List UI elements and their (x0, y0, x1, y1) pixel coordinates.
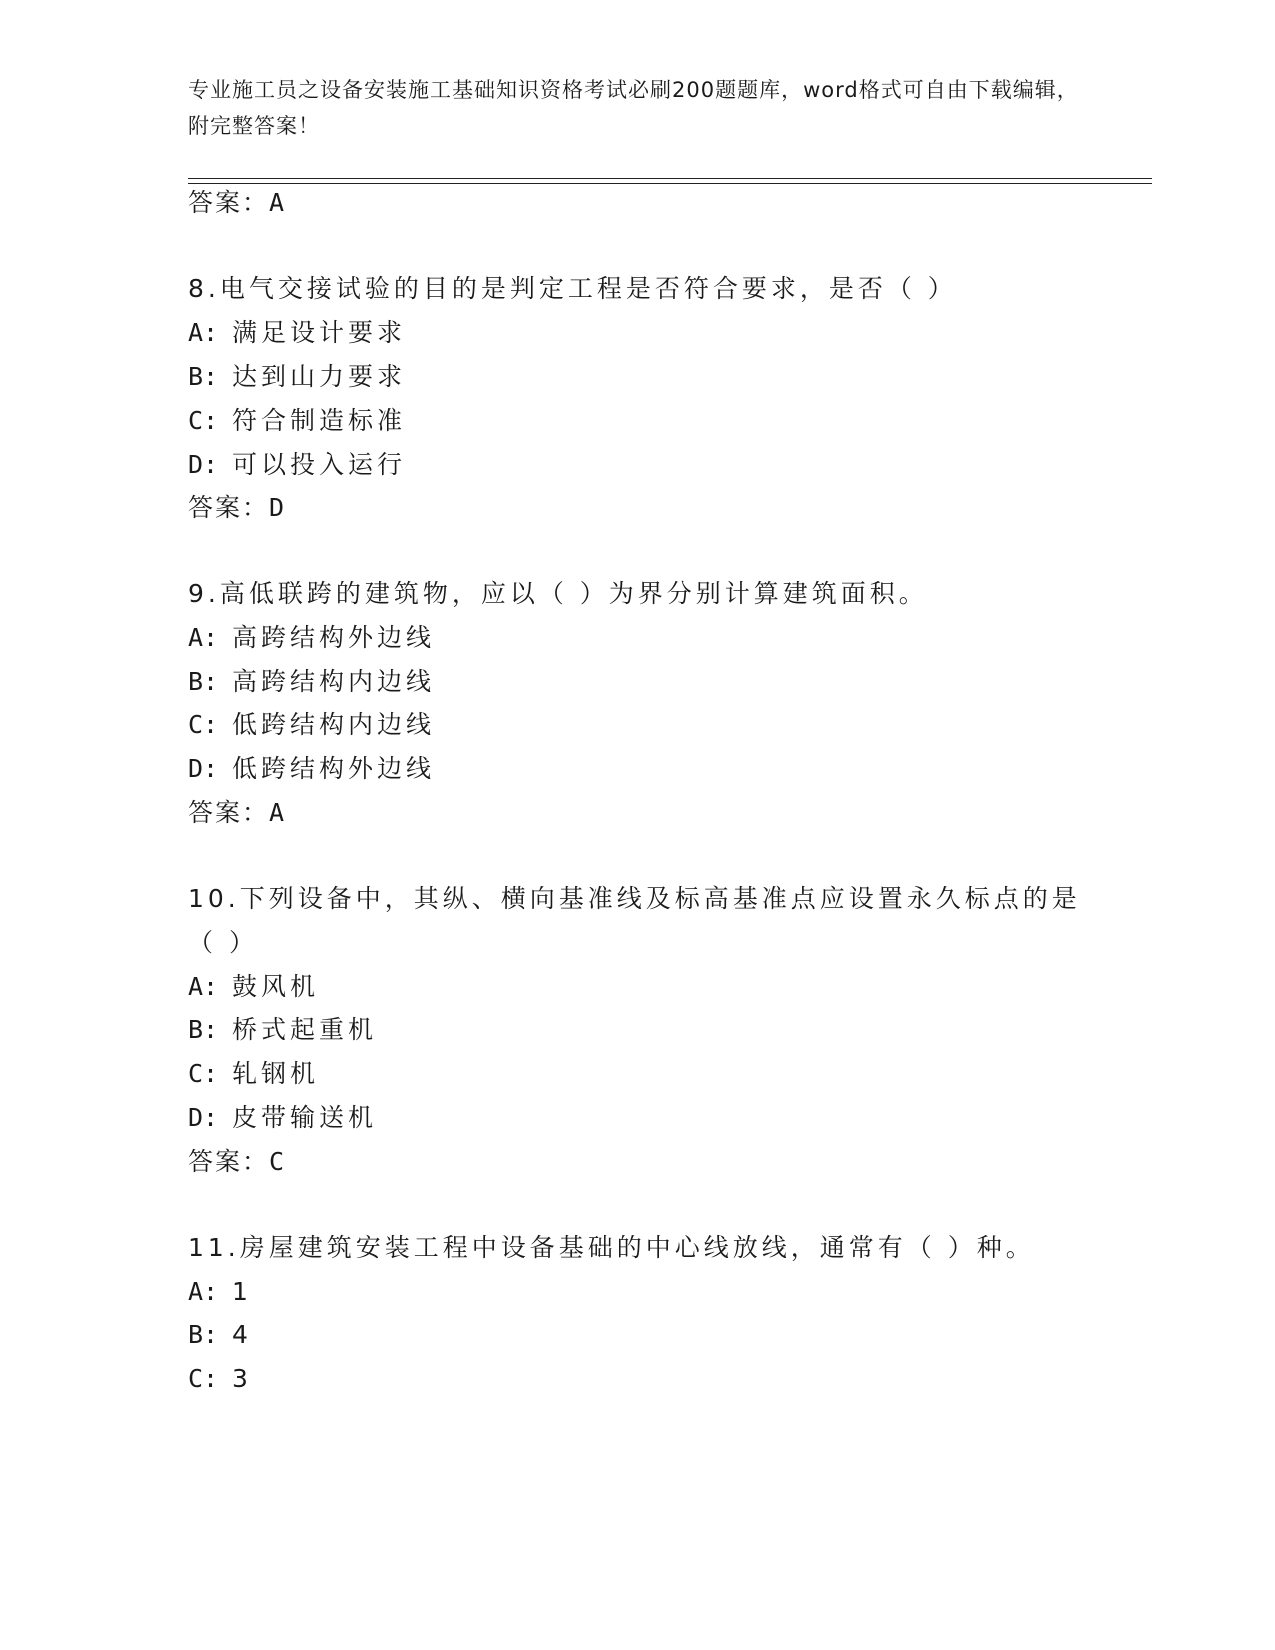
option-a-q11 (188, 1275, 252, 1309)
option-b-q9 (188, 665, 435, 699)
document-header: 专业施工员之设备安装施工基础知识资格考试必刷200题题库，word格式可自由下载编辑，附完整答案！ (188, 78, 1079, 138)
answer-line-q10 (188, 1145, 286, 1179)
option-key: A: (188, 972, 219, 1001)
question-stem-q8: 8.电气交接试验的目的是判定工程是否符合要求，是否（ ） (188, 274, 957, 303)
option-b-q11 (188, 1318, 252, 1352)
answer-value: C (269, 1147, 287, 1176)
option-text: 低跨结构内边线 (232, 710, 436, 739)
option-c-q11 (188, 1362, 252, 1396)
header-rule-top (188, 178, 1152, 179)
option-text: 鼓风机 (232, 972, 320, 1001)
option-a-q10 (188, 970, 319, 1004)
option-text: 4 (232, 1320, 252, 1349)
option-a-q8 (188, 316, 406, 350)
answer-value: A (269, 798, 287, 827)
option-key: A: (188, 1277, 219, 1306)
question-stem-q10-line2: （ ） (188, 928, 258, 957)
answer-label: 答案： (188, 1147, 270, 1176)
option-text: 高跨结构外边线 (232, 623, 436, 652)
answer-value: D (269, 493, 287, 522)
option-key: C: (188, 406, 219, 435)
header-rule-bottom (188, 183, 1152, 184)
option-text: 轧钢机 (232, 1059, 320, 1088)
option-key: D: (188, 1103, 219, 1132)
option-key: B: (188, 362, 219, 391)
option-text: 符合制造标准 (232, 406, 407, 435)
option-c-q10 (188, 1057, 319, 1091)
option-key: D: (188, 450, 219, 479)
answer-line-q8 (188, 491, 286, 525)
option-key: B: (188, 667, 219, 696)
option-a-q9 (188, 621, 435, 655)
question-stem-q9: 9.高低联跨的建筑物，应以（ ）为界分别计算建筑面积。 (188, 579, 928, 608)
option-text: 1 (232, 1277, 252, 1306)
option-key: C: (188, 710, 219, 739)
option-key: A: (188, 623, 219, 652)
option-text: 高跨结构内边线 (232, 667, 436, 696)
option-text: 皮带输送机 (232, 1103, 378, 1132)
option-text: 达到山力要求 (232, 362, 407, 391)
option-text: 满足设计要求 (232, 318, 407, 347)
option-text: 桥式起重机 (232, 1015, 378, 1044)
answer-value: A (269, 188, 287, 217)
option-text: 低跨结构外边线 (232, 754, 436, 783)
option-text: 可以投入运行 (232, 450, 407, 479)
answer-label: 答案： (188, 493, 270, 522)
option-d-q10 (188, 1101, 377, 1135)
option-key: A: (188, 318, 219, 347)
answer-line-q7 (188, 186, 286, 220)
option-key: C: (188, 1364, 219, 1393)
option-c-q8 (188, 404, 406, 438)
option-d-q8 (188, 448, 406, 482)
question-stem-q11: 11.房屋建筑安装工程中设备基础的中心线放线，通常有（ ）种。 (188, 1233, 1035, 1262)
option-text: 3 (232, 1364, 252, 1393)
answer-label: 答案： (188, 798, 270, 827)
option-d-q9 (188, 752, 435, 786)
answer-line-q9 (188, 796, 286, 830)
option-key: B: (188, 1320, 219, 1349)
option-b-q8 (188, 360, 406, 394)
option-key: D: (188, 754, 219, 783)
option-c-q9 (188, 708, 435, 742)
option-key: B: (188, 1015, 219, 1044)
answer-label: 答案： (188, 188, 270, 217)
option-b-q10 (188, 1013, 377, 1047)
question-stem-q10-line1: 10.下列设备中，其纵、横向基准线及标高基准点应设置永久标点的是 (188, 884, 1081, 913)
option-key: C: (188, 1059, 219, 1088)
